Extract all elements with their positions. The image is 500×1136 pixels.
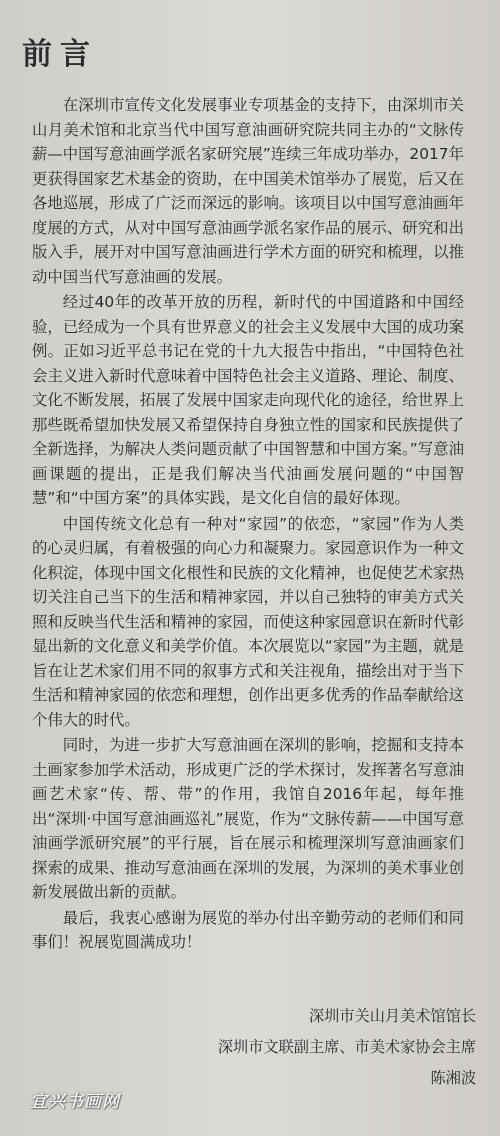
preface-body [32,93,464,956]
paragraph-2: 经过40年的改革开放的历程，新时代的中国道路和中国经验，已经成为一个具有世界意义的社会主义发展中大国的成功案例。正如习近平总书记在党的十九大报告中指出，“中国特色社会主义进入新时代意味着中国特色社会主义道路、理论、制度、文化不断发展，拓展了发展中国家走向现代化的途径，给世界上那些既希望加快发展又希望保持自身独立性的国家和民族提供了全新选择，为解决人类问题贡献了中国智慧和中国方案。”写意油画课题的提出，正是我们解决当代油画发展问题的“中国智慧”和“中国方案”的具体实践，是文化自信的最好体现。 [32,293,464,507]
signature-title-2: 深圳市文联副主席、市美术家协会主席 [217,1038,476,1056]
paragraph-4: 同时，为进一步扩大写意油画在深圳的影响，挖掘和支持本土画家参加学术活动，形成更广泛的学术探讨，发挥著名写意油画艺术家“传、帮、带”的作用，我馆自2016年起，每年推出“深圳·中国写意油画巡礼”展览，作为“文脉传薪——中国写意油画学派研究展”的平行展，旨在展示和梳理深圳写意油画家们探索的成果、推动写意油画在深圳的发展，为深圳的美术事业创新发展做出新的贡献。 [32,736,464,901]
paragraph-3: 中国传统文化总有一种对“家园”的依恋，“家园”作为人类的心灵归属，有着极强的向心力和凝聚力。家园意识作为一种文化积淀，体现中国文化根性和民族的文化精神，也促使艺术家热切关注自己当下的生活和精神家园，并以自己独特的审美方式关照和反映当代生活和精神的家园，而使这种家园意识在新时代彰显出新的文化意义和美学价值。本次展览以“家园”为主题，就是旨在让艺术家们用不同的叙事方式和关注视角，描绘出对于当下生活和精神家园的依恋和理想，创作出更多优秀的作品奉献给这个伟大的时代。 [32,514,464,729]
signature-name: 陈湘波 [430,1069,476,1087]
signature-title-1: 深圳市关山月美术馆馆长 [308,1007,476,1025]
signature-block [218,1001,476,1094]
paragraph-5: 最后，我衷心感谢为展览的举办付出辛勤劳动的老师们和同事们！祝展览圆满成功！ [32,908,464,951]
site-watermark: 宜兴书画网 [30,1092,120,1112]
page-title: 前言 [22,37,98,72]
paragraph-1: 在深圳市宣传文化发展事业专项基金的支持下，由深圳市关山月美术馆和北京当代中国写意油画研究院共同主办的“文脉传薪—中国写意油画学派名家研究展”连续三年成功举办，2017年更获得国家艺术基金的资助，在中国美术馆举办了展览，后又在各地巡展，形成了广泛而深远的影响。该项目以中国写意油画年度展的方式，从对中国写意油画学派名家作品的展示、研究和出版入手，展开对中国写意油画进行学术方面的研究和梳理，以推动中国当代写意油画的发展。 [32,96,464,286]
